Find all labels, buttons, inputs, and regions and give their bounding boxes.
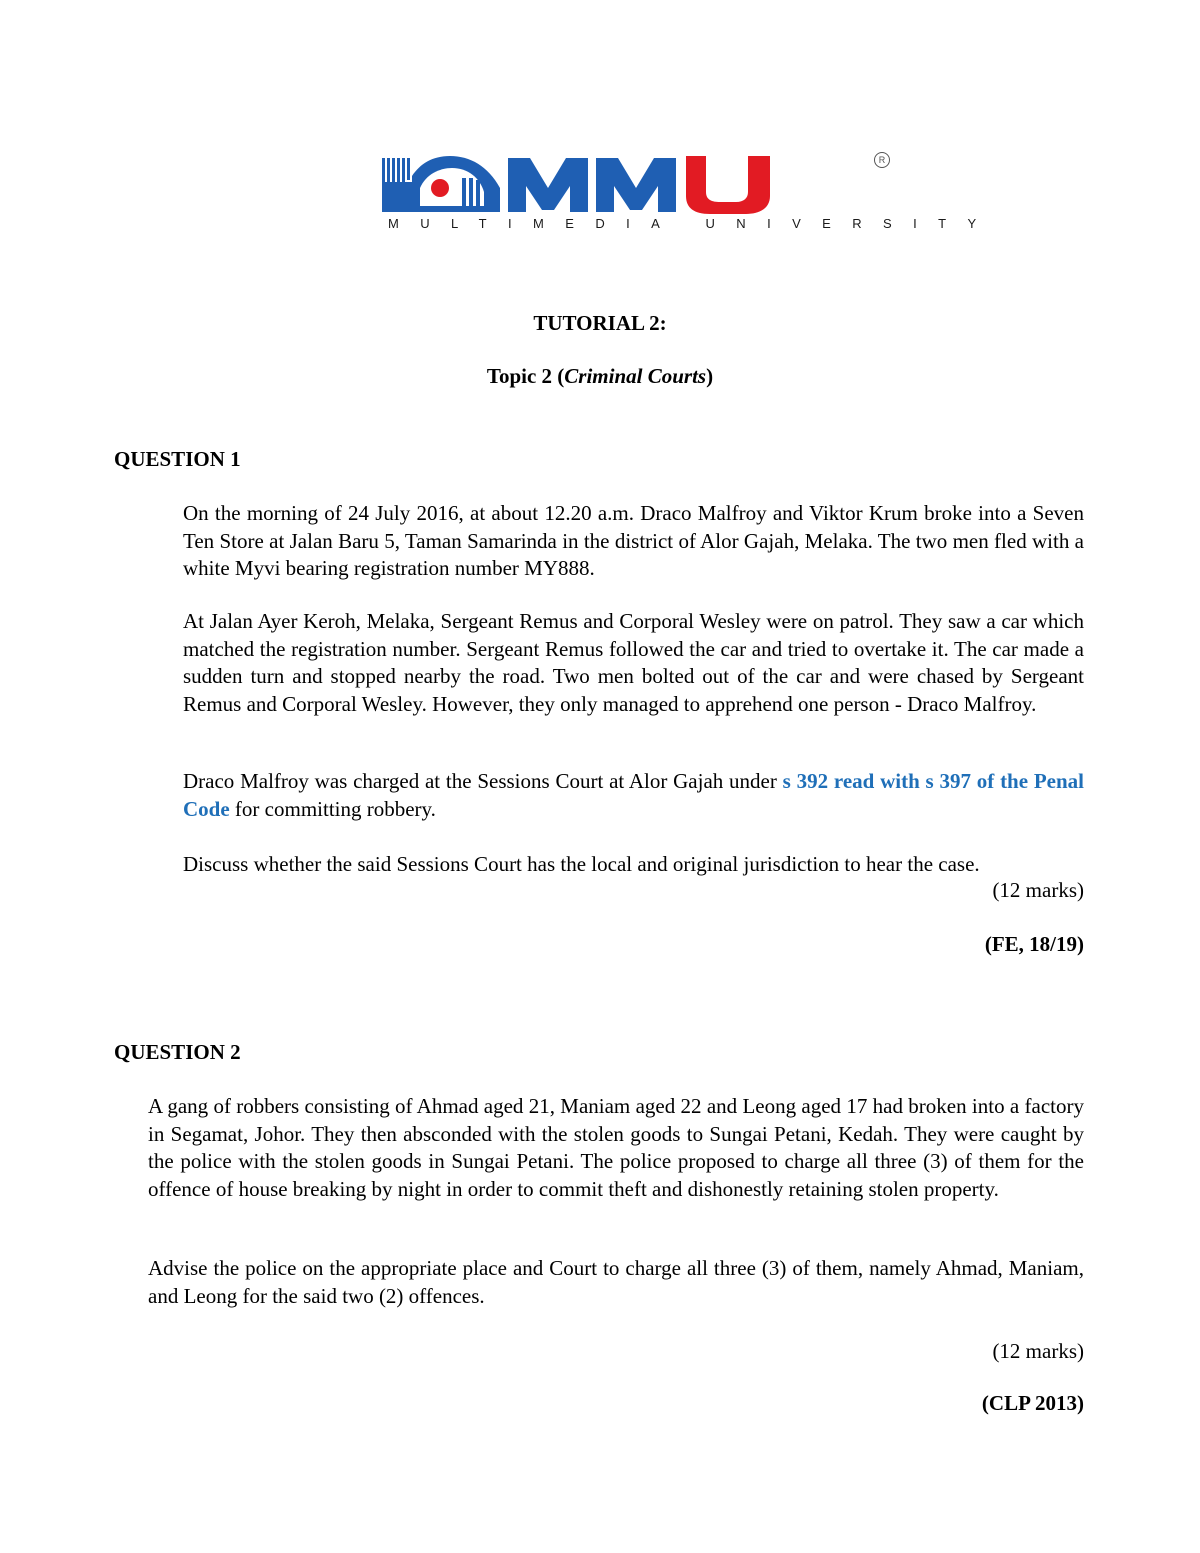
registered-mark: R [874, 152, 890, 168]
question-1-source: (FE, 18/19) [984, 932, 1084, 956]
question-1-paragraph-2: At Jalan Ayer Keroh, Melaka, Sergeant Remus and Corporal Wesley were on patrol. They saw a car which matched the registration number. Sergeant Remus followed the car and tried to overtake it. The car made a sudden turn and stopped nearby the road. Two men bolted out of the car and were chased by Sergeant Remus and Corporal Wesley. However, they only managed to apprehend one person - Draco Malfroy. [183, 609, 1084, 716]
question-2-marks: (12 marks) [992, 1339, 1084, 1363]
question-2-paragraph-1: A gang of robbers consisting of Ahmad aged 21, Maniam aged 22 and Leong aged 17 had broken into a factory in Segamat, Johor. They then absconded with the stolen goods to Sungai Petani, Kedah. They were caught by the police with the stolen goods in Sungai Petani. The police proposed to charge all three (3) of them for the offence of house breaking by night in order to commit theft and dishonestly retaining stolen property. [148, 1094, 1084, 1201]
question-2-heading: QUESTION 2 [114, 1040, 241, 1064]
question-1-marks: (12 marks) [992, 878, 1084, 902]
mmu-logo-graphic [380, 148, 880, 214]
question-2-source: (CLP 2013) [981, 1391, 1084, 1415]
topic-suffix: ) [706, 364, 714, 388]
question-1-heading: QUESTION 1 [114, 447, 241, 471]
question-1-p3-after: for committing robbery. [229, 796, 436, 821]
question-1-paragraph-4: Discuss whether the said Sessions Court has the local and original jurisdiction to hear the case. [183, 852, 980, 876]
tutorial-title: TUTORIAL 2: [533, 311, 667, 335]
question-1-paragraph-1: On the morning of 24 July 2016, at about 12.20 a.m. Draco Malfroy and Viktor Krum broke into a Seven Ten Store at Jalan Baru 5, Taman Samarinda in the district of Alor Gajah, Melaka. The two men fled with a white Myvi bearing registration number MY888. [183, 501, 1084, 580]
topic-italic: Criminal Courts [564, 364, 707, 388]
mmu-logo [380, 148, 998, 240]
question-2-paragraph-2: Advise the police on the appropriate place and Court to charge all three (3) of them, namely Ahmad, Maniam, and Leong for the said two (2) offences. [148, 1256, 1084, 1308]
question-1-p3-before: Draco Malfroy was charged at the Sessions Court at Alor Gajah under [183, 769, 783, 793]
penal-code-reference: s 392 read with s 397 of the Penal Code [183, 769, 1085, 821]
topic-prefix: Topic 2 ( [486, 364, 565, 388]
question-1-paragraph-3 [183, 768, 1084, 823]
logo-tagline: MULTIMEDIA UNIVERSITY [388, 216, 998, 231]
topic-subtitle [0, 364, 1200, 389]
